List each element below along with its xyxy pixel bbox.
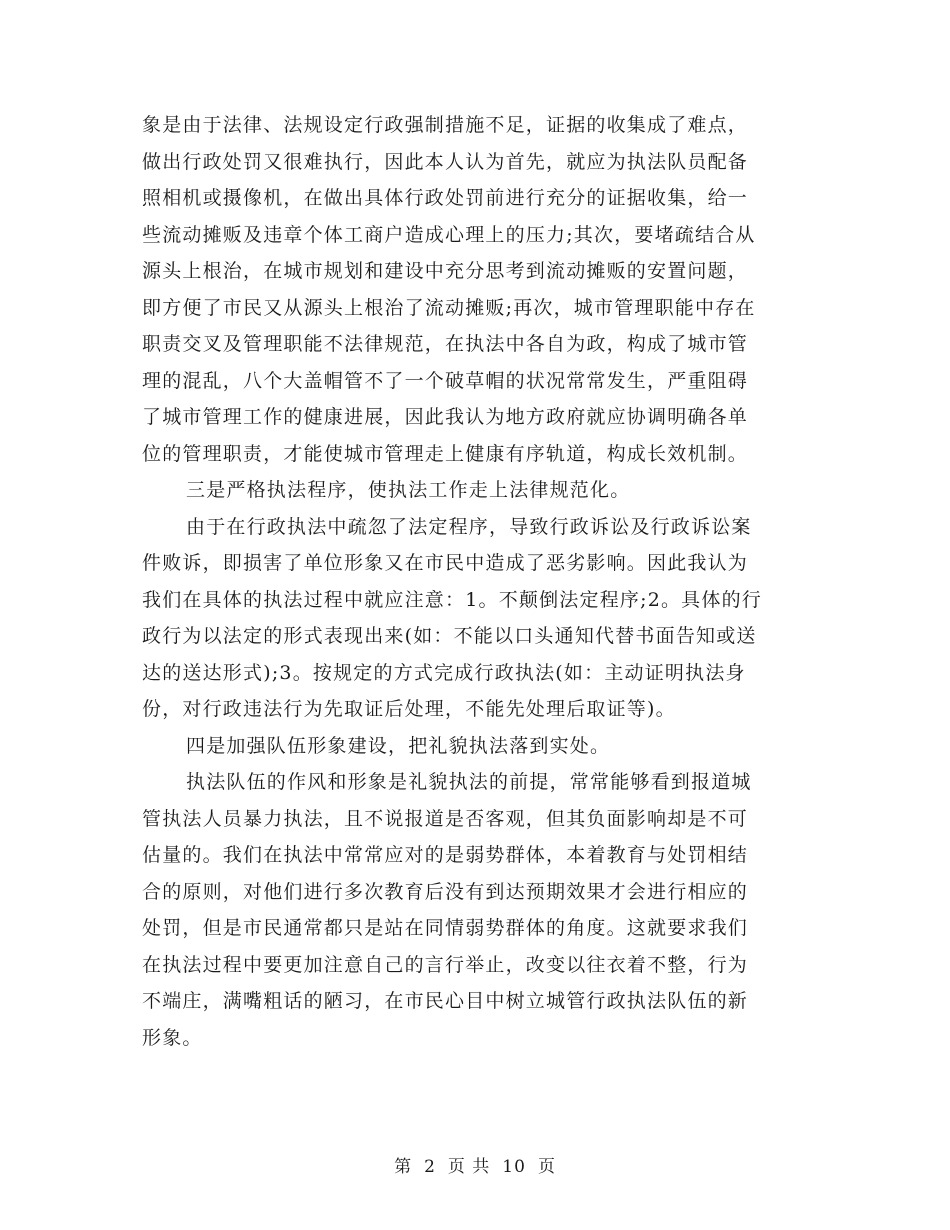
- document-body: [142, 107, 807, 1056]
- text-line: 象是由于法律、法规设定行政强制措施不足，证据的收集成了难点，: [142, 114, 749, 136]
- text-line: 件败诉，即损害了单位形象又在市民中造成了恶劣影响。因此我认为: [142, 552, 749, 574]
- text-line: 即方便了市民又从源头上根治了流动摊贩;再次，城市管理职能中存在: [142, 296, 756, 319]
- text-line: 理的混乱，八个大盖帽管不了一个破草帽的状况常常发生，严重阻碍: [142, 369, 749, 392]
- text-line: 达的送达形式);3。按规定的方式完成行政执法(如：主动证明执法身: [142, 661, 746, 684]
- text-line: 了城市管理工作的健康进展，因此我认为地方政府就应协调明确各单: [142, 406, 749, 428]
- text-line: 形象。: [142, 1026, 203, 1049]
- text-line: 处罚，但是市民通常都只是站在同情弱势群体的角度。这就要求我们: [142, 917, 749, 939]
- text-line: 位的管理职责，才能使城市管理走上健康有序轨道，构成长效机制。: [142, 442, 749, 465]
- footer-prefix: 第: [394, 1157, 413, 1177]
- text-line: 执法队伍的作风和形象是礼貌执法的前提，常常能够看到报道城: [186, 771, 752, 793]
- text-line: 我们在具体的执法过程中就应注意：1。不颠倒法定程序;2。具体的行: [142, 588, 762, 611]
- text-line: 源头上根治，在城市规划和建设中充分思考到流动摊贩的安置问题，: [142, 260, 749, 282]
- text-line: 在执法过程中要更加注意自己的言行举止，改变以往衣着不整，行为: [142, 953, 749, 976]
- page-footer: [0, 1152, 950, 1177]
- text-line: 由于在行政执法中疏忽了法定程序，导致行政诉讼及行政诉讼案: [186, 515, 752, 538]
- text-line: 份，对行政违法行为先取证后处理，不能先处理后取证等)。: [142, 698, 676, 720]
- footer-suffix: 页: [537, 1157, 556, 1177]
- text-line: 照相机或摄像机，在做出具体行政处罚前进行充分的证据收集，给一: [142, 187, 749, 209]
- text-line: 政行为以法定的形式表现出来(如：不能以口头通知代替书面告知或送: [142, 625, 757, 647]
- text-line: 做出行政处罚又很难执行，因此本人认为首先，就应为执法队员配备: [142, 150, 749, 173]
- text-line: 些流动摊贩及违章个体工商户造成心理上的压力;其次，要堵疏结合从: [142, 223, 756, 246]
- text-line: 估量的。我们在执法中常常应对的是弱势群体，本着教育与处罚相结: [142, 844, 749, 866]
- footer-middle: 页 共: [447, 1157, 491, 1177]
- footer-page-number: 2: [424, 1157, 436, 1177]
- text-line: 职责交叉及管理职能不法律规范，在执法中各自为政，构成了城市管: [142, 333, 749, 355]
- text-line: 管执法人员暴力执法，且不说报道是否客观，但其负面影响却是不可: [142, 807, 749, 830]
- text-line: 三是严格执法程序，使执法工作走上法律规范化。: [186, 479, 631, 501]
- footer-total-pages: 10: [502, 1157, 526, 1177]
- text-line: 四是加强队伍形象建设，把礼貌执法落到实处。: [186, 734, 611, 757]
- text-line: 不端庄，满嘴粗话的陋习，在市民心目中树立城管行政执法队伍的新: [142, 990, 749, 1012]
- text-line: 合的原则，对他们进行多次教育后没有到达预期效果才会进行相应的: [142, 880, 749, 903]
